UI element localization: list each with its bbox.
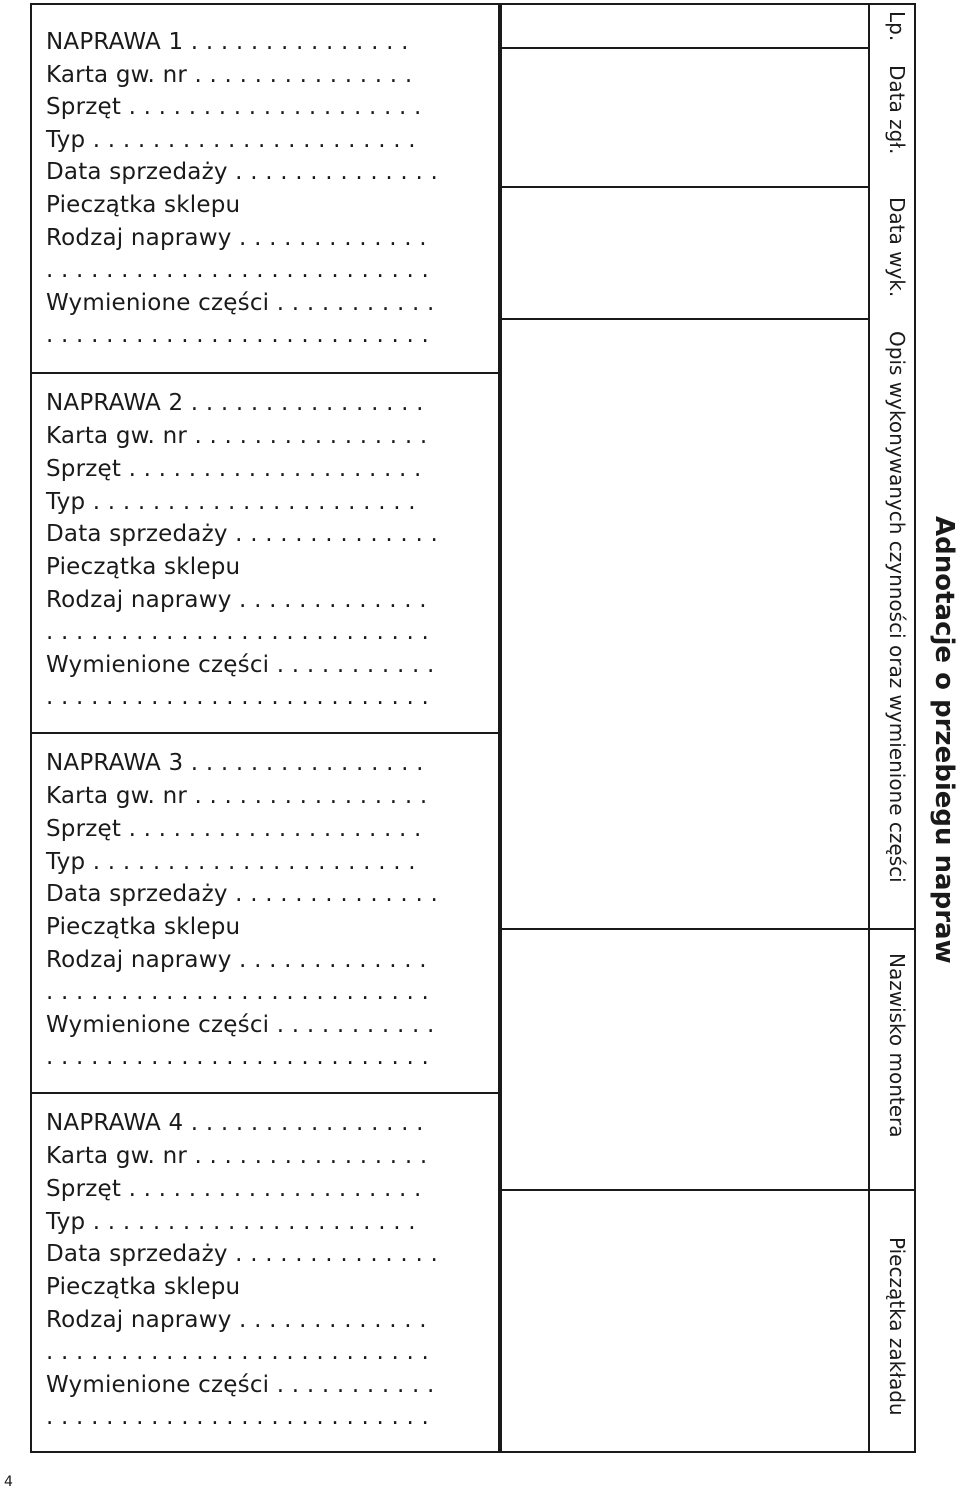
header-pieczatka: Pieczątka zakładu [885, 1237, 909, 1416]
repair-title: NAPRAWA 2 . . . . . . . . . . . . . . . . [46, 390, 424, 416]
repair-title: NAPRAWA 3 . . . . . . . . . . . . . . . . [46, 750, 424, 776]
dotted-line: . . . . . . . . . . . . . . . . . . . . . . . . . . [46, 979, 430, 1005]
row-divider-data-wyk [502, 318, 868, 320]
repair-kind-field: Rodzaj naprawy . . . . . . . . . . . . . [46, 587, 427, 613]
row-divider-lp [502, 47, 868, 49]
repair-block-1 [32, 5, 498, 372]
header-data-wyk: Data wyk. [885, 197, 909, 298]
repair-block-2 [32, 372, 498, 732]
warranty-card-field: Karta gw. nr . . . . . . . . . . . . . . . . [46, 783, 428, 809]
header-lp: Lp. [885, 11, 909, 42]
replaced-parts-field: Wymienione części . . . . . . . . . . . [46, 1372, 435, 1398]
type-field: Typ . . . . . . . . . . . . . . . . . . . . . . [46, 489, 416, 515]
repair-kind-field: Rodzaj naprawy . . . . . . . . . . . . . [46, 225, 427, 251]
shop-stamp-field: Pieczątka sklepu [46, 192, 241, 218]
repair-records [30, 3, 500, 1453]
shop-stamp-field: Pieczątka sklepu [46, 1274, 241, 1300]
row-divider-opis [502, 928, 916, 930]
repair-title: NAPRAWA 4 . . . . . . . . . . . . . . . . [46, 1110, 424, 1136]
repair-block-4 [32, 1092, 498, 1451]
equipment-field: Sprzęt . . . . . . . . . . . . . . . . . . . . [46, 816, 422, 842]
repair-kind-field: Rodzaj naprawy . . . . . . . . . . . . . [46, 1307, 427, 1333]
repair-kind-field: Rodzaj naprawy . . . . . . . . . . . . . [46, 947, 427, 973]
sale-date-field: Data sprzedaży . . . . . . . . . . . . . . [46, 1241, 438, 1267]
replaced-parts-field: Wymienione części . . . . . . . . . . . [46, 290, 435, 316]
header-column-divider [868, 5, 870, 1451]
shop-stamp-field: Pieczątka sklepu [46, 554, 241, 580]
page-heading: Adnotacje o przebiegu napraw [929, 516, 959, 964]
sale-date-field: Data sprzedaży . . . . . . . . . . . . . . [46, 521, 438, 547]
sale-date-field: Data sprzedaży . . . . . . . . . . . . . . [46, 159, 438, 185]
dotted-line: . . . . . . . . . . . . . . . . . . . . . . . . . . [46, 1404, 430, 1430]
replaced-parts-field: Wymienione części . . . . . . . . . . . [46, 652, 435, 678]
type-field: Typ . . . . . . . . . . . . . . . . . . . . . . [46, 127, 416, 153]
warranty-card-field: Karta gw. nr . . . . . . . . . . . . . . . [46, 62, 413, 88]
equipment-field: Sprzęt . . . . . . . . . . . . . . . . . . . . [46, 1176, 422, 1202]
page-number: 4 [4, 1474, 13, 1490]
repair-block-3 [32, 732, 498, 1092]
dotted-line: . . . . . . . . . . . . . . . . . . . . . . . . . . [46, 1339, 430, 1365]
header-nazwisko: Nazwisko montera [885, 953, 909, 1138]
equipment-field: Sprzęt . . . . . . . . . . . . . . . . . . . . [46, 94, 422, 120]
replaced-parts-field: Wymienione części . . . . . . . . . . . [46, 1012, 435, 1038]
warranty-card-field: Karta gw. nr . . . . . . . . . . . . . . . . [46, 1143, 428, 1169]
dotted-line: . . . . . . . . . . . . . . . . . . . . . . . . . . [46, 1044, 430, 1070]
dotted-line: . . . . . . . . . . . . . . . . . . . . . . . . . . [46, 257, 430, 283]
type-field: Typ . . . . . . . . . . . . . . . . . . . . . . [46, 1209, 416, 1235]
header-data-zgl: Data zgł. [885, 65, 909, 155]
dotted-line: . . . . . . . . . . . . . . . . . . . . . . . . . . [46, 619, 430, 645]
row-divider-nazwisko [502, 1189, 916, 1191]
repair-title: NAPRAWA 1 . . . . . . . . . . . . . . . [46, 29, 409, 55]
sale-date-field: Data sprzedaży . . . . . . . . . . . . . . [46, 881, 438, 907]
type-field: Typ . . . . . . . . . . . . . . . . . . . . . . [46, 849, 416, 875]
dotted-line: . . . . . . . . . . . . . . . . . . . . . . . . . . [46, 684, 430, 710]
row-divider-data-zgl [502, 186, 868, 188]
repair-annotation-table [500, 3, 916, 1453]
warranty-card-field: Karta gw. nr . . . . . . . . . . . . . . . . [46, 423, 428, 449]
dotted-line: . . . . . . . . . . . . . . . . . . . . . . . . . . [46, 322, 430, 348]
shop-stamp-field: Pieczątka sklepu [46, 914, 241, 940]
header-opis: Opis wykonywanych czynności oraz wymienione części [885, 331, 909, 883]
equipment-field: Sprzęt . . . . . . . . . . . . . . . . . . . . [46, 456, 422, 482]
